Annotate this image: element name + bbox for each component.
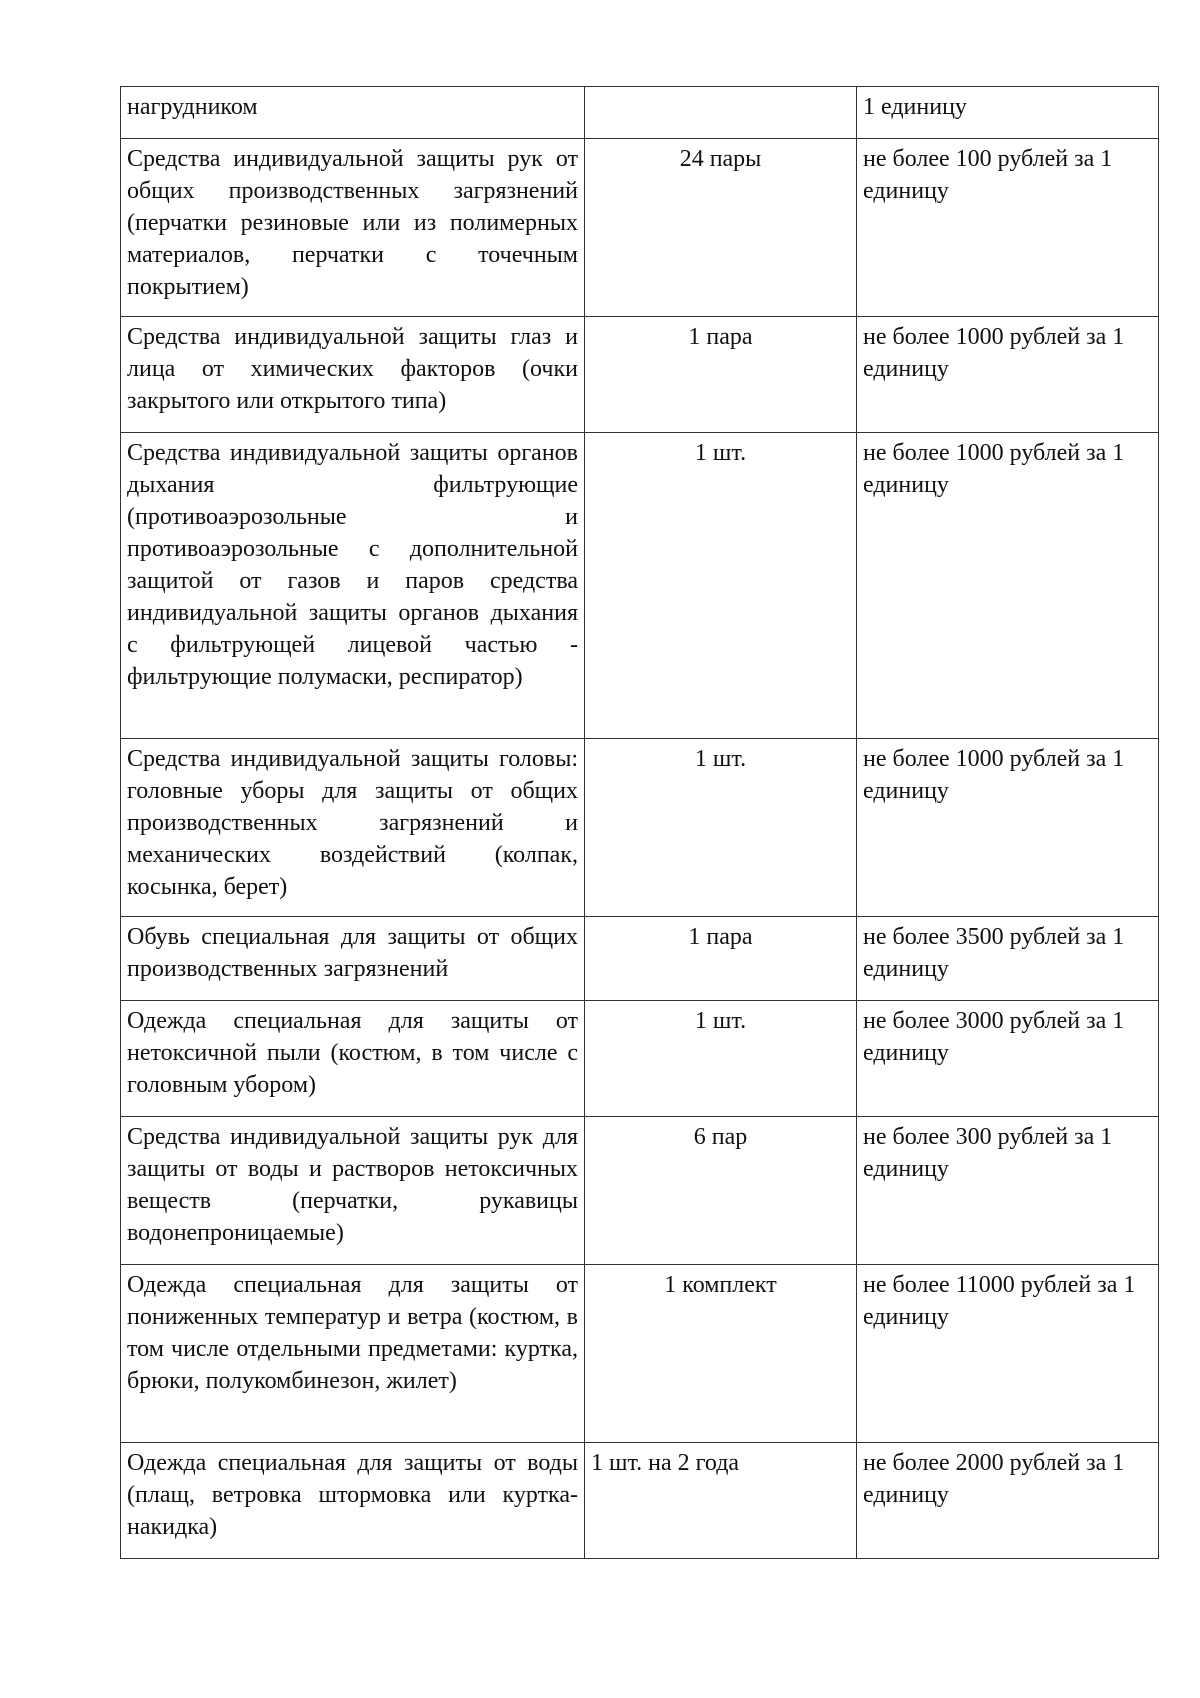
quantity-cell: 1 пара	[585, 917, 857, 1001]
quantity-cell: 24 пары	[585, 139, 857, 317]
table-row	[121, 139, 1159, 317]
quantity-cell: 1 шт. на 2 года	[585, 1443, 857, 1559]
table-row	[121, 739, 1159, 917]
quantity-cell	[585, 87, 857, 139]
price-cell: не более 1000 рублей за 1 единицу	[857, 317, 1159, 433]
table-row	[121, 1443, 1159, 1559]
item-name-cell: Одежда специальная для защиты от нетоксичной пыли (костюм, в том числе с головным убором)	[121, 1001, 585, 1117]
quantity-cell: 1 пара	[585, 317, 857, 433]
price-cell: не более 100 рублей за 1 единицу	[857, 139, 1159, 317]
table-row	[121, 1001, 1159, 1117]
ppe-norms-table	[120, 86, 1159, 1559]
item-name-cell: Одежда специальная для защиты от пониженных температур и ветра (костюм, в том числе отдельными предметами: куртка, брюки, полукомбинезон, жилет)	[121, 1265, 585, 1443]
price-cell: не более 11000 рублей за 1 единицу	[857, 1265, 1159, 1443]
table-row	[121, 433, 1159, 739]
price-cell: не более 2000 рублей за 1 единицу	[857, 1443, 1159, 1559]
quantity-cell: 1 комплект	[585, 1265, 857, 1443]
price-cell: не более 1000 рублей за 1 единицу	[857, 739, 1159, 917]
item-name-cell: Средства индивидуальной защиты рук от общих производственных загрязнений (перчатки резиновые или из полимерных материалов, перчатки с точечным покрытием)	[121, 139, 585, 317]
price-cell: не более 300 рублей за 1 единицу	[857, 1117, 1159, 1265]
item-name-cell: Средства индивидуальной защиты глаз и лица от химических факторов (очки закрытого или открытого типа)	[121, 317, 585, 433]
table-row	[121, 1265, 1159, 1443]
price-cell: не более 3500 рублей за 1 единицу	[857, 917, 1159, 1001]
table-row	[121, 917, 1159, 1001]
price-cell: 1 единицу	[857, 87, 1159, 139]
price-cell: не более 3000 рублей за 1 единицу	[857, 1001, 1159, 1117]
price-cell: не более 1000 рублей за 1 единицу	[857, 433, 1159, 739]
item-name-cell: Средства индивидуальной защиты головы: головные уборы для защиты от общих производственных загрязнений и механических воздействий (колпак, косынка, берет)	[121, 739, 585, 917]
item-name-cell: Средства индивидуальной защиты органов дыхания фильтрующие (противоаэрозольные и противоаэрозольные с дополнительной защитой от газов и паров средства индивидуальной защиты органов дыхания с фильтрующей лицевой частью - фильтрующие полумаски, респиратор)	[121, 433, 585, 739]
quantity-cell: 1 шт.	[585, 433, 857, 739]
table-row	[121, 87, 1159, 139]
table-row	[121, 1117, 1159, 1265]
quantity-cell: 1 шт.	[585, 739, 857, 917]
quantity-cell: 1 шт.	[585, 1001, 857, 1117]
item-name-cell: нагрудником	[121, 87, 585, 139]
table-row	[121, 317, 1159, 433]
item-name-cell: Обувь специальная для защиты от общих производственных загрязнений	[121, 917, 585, 1001]
item-name-cell: Одежда специальная для защиты от воды (плащ, ветровка штормовка или куртка-накидка)	[121, 1443, 585, 1559]
quantity-cell: 6 пар	[585, 1117, 857, 1265]
item-name-cell: Средства индивидуальной защиты рук для защиты от воды и растворов нетоксичных веществ (перчатки, рукавицы водонепроницаемые)	[121, 1117, 585, 1265]
